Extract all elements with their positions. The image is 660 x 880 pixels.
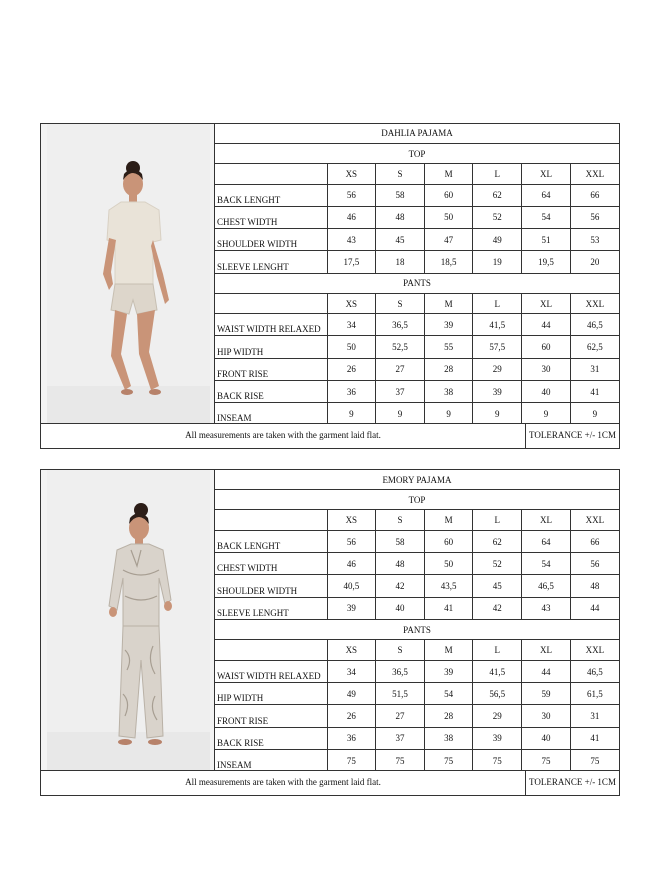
- size-chart-dahlia: [40, 123, 620, 449]
- measurement-value: 9: [327, 403, 376, 424]
- measurement-value: 41: [570, 727, 619, 749]
- measurement-value: 46,5: [570, 314, 619, 336]
- size-header-row: [215, 164, 619, 184]
- measurement-value: 18: [376, 251, 425, 273]
- table-row: [215, 530, 619, 552]
- measurement-value: 9: [424, 403, 473, 424]
- measurement-label: CHEST WIDTH: [215, 206, 327, 228]
- measurement-value: 62,5: [570, 336, 619, 358]
- table-row: [215, 750, 619, 772]
- measurement-value: 49: [327, 683, 376, 705]
- size-header: XL: [522, 640, 571, 660]
- measurement-value: 54: [522, 553, 571, 575]
- measurement-value: 75: [424, 750, 473, 772]
- measurement-label: INSEAM: [215, 750, 327, 772]
- measurement-value: 39: [473, 727, 522, 749]
- measurement-value: 43: [522, 597, 571, 619]
- measurement-value: 31: [570, 705, 619, 727]
- measurement-label: SHOULDER WIDTH: [215, 575, 327, 597]
- measurement-value: 36: [327, 380, 376, 402]
- measurement-value: 62: [473, 530, 522, 552]
- measurement-value: 38: [424, 380, 473, 402]
- measurement-value: 75: [473, 750, 522, 772]
- size-header-row: [215, 510, 619, 530]
- measurement-value: 50: [327, 336, 376, 358]
- tolerance-label: TOLERANCE +/- 1CM: [525, 771, 619, 795]
- table-row: [215, 553, 619, 575]
- size-header: M: [424, 293, 473, 313]
- measurement-value: 58: [376, 184, 425, 206]
- table-row: [215, 251, 619, 273]
- measurement-value: 39: [327, 597, 376, 619]
- measurement-label: WAIST WIDTH RELAXED: [215, 660, 327, 682]
- size-header: S: [376, 293, 425, 313]
- size-header-row: [215, 640, 619, 660]
- measurement-value: 46: [327, 206, 376, 228]
- size-chart-emory: [40, 469, 620, 796]
- measurement-value: 29: [473, 705, 522, 727]
- measurement-value: 52: [473, 206, 522, 228]
- measurement-value: 58: [376, 530, 425, 552]
- measurement-note: All measurements are taken with the garment laid flat.: [185, 430, 381, 440]
- measurement-value: 44: [570, 597, 619, 619]
- measurement-value: 41: [570, 380, 619, 402]
- size-header: XL: [522, 293, 571, 313]
- measurement-value: 28: [424, 358, 473, 380]
- measurement-value: 9: [522, 403, 571, 424]
- size-header: XXL: [570, 640, 619, 660]
- measurement-value: 26: [327, 358, 376, 380]
- product-photo-dahlia: [41, 124, 215, 424]
- size-header: L: [473, 293, 522, 313]
- measurement-value: 45: [376, 229, 425, 251]
- measurement-value: 40: [522, 727, 571, 749]
- measurement-value: 18,5: [424, 251, 473, 273]
- measurement-value: 50: [424, 206, 473, 228]
- size-header: S: [376, 164, 425, 184]
- measurement-value: 75: [376, 750, 425, 772]
- measurement-value: 54: [522, 206, 571, 228]
- size-header: XL: [522, 510, 571, 530]
- measurement-value: 42: [376, 575, 425, 597]
- size-header: XXL: [570, 293, 619, 313]
- size-header: M: [424, 164, 473, 184]
- section-label-top: TOP: [215, 490, 619, 510]
- measurement-value: 38: [424, 727, 473, 749]
- measurement-value: 37: [376, 727, 425, 749]
- table-row: [215, 660, 619, 682]
- size-header: L: [473, 510, 522, 530]
- chart-footer: [41, 423, 619, 448]
- size-header: XXL: [570, 164, 619, 184]
- measurement-value: 42: [473, 597, 522, 619]
- measurement-value: 59: [522, 683, 571, 705]
- header-blank: [215, 640, 327, 660]
- measurement-label: SHOULDER WIDTH: [215, 229, 327, 251]
- measurement-value: 57,5: [473, 336, 522, 358]
- measurement-value: 30: [522, 705, 571, 727]
- product-title: DAHLIA PAJAMA: [215, 124, 619, 143]
- measurement-value: 40: [522, 380, 571, 402]
- size-header: M: [424, 640, 473, 660]
- measurement-table-dahlia: [215, 124, 619, 424]
- model-image-dahlia: [41, 124, 214, 424]
- table-row: [215, 403, 619, 424]
- header-blank: [215, 293, 327, 313]
- measurement-value: 31: [570, 358, 619, 380]
- product-title: EMORY PAJAMA: [215, 470, 619, 490]
- measurement-value: 9: [473, 403, 522, 424]
- measurement-value: 48: [376, 206, 425, 228]
- measurement-label: SLEEVE LENGHT: [215, 251, 327, 273]
- size-header: L: [473, 640, 522, 660]
- measurement-value: 39: [424, 660, 473, 682]
- section-label-top: TOP: [215, 143, 619, 163]
- table-row: [215, 705, 619, 727]
- measurement-label: CHEST WIDTH: [215, 553, 327, 575]
- measurement-label: HIP WIDTH: [215, 683, 327, 705]
- size-header: L: [473, 164, 522, 184]
- measurement-value: 9: [570, 403, 619, 424]
- table-row: [215, 184, 619, 206]
- measurement-value: 60: [522, 336, 571, 358]
- section-label-pants: PANTS: [215, 620, 619, 640]
- measurement-value: 66: [570, 184, 619, 206]
- measurement-value: 36,5: [376, 314, 425, 336]
- measurement-value: 60: [424, 530, 473, 552]
- measurement-value: 75: [522, 750, 571, 772]
- measurement-value: 34: [327, 660, 376, 682]
- table-row: [215, 683, 619, 705]
- measurement-label: FRONT RISE: [215, 705, 327, 727]
- measurement-value: 45: [473, 575, 522, 597]
- size-header: S: [376, 640, 425, 660]
- measurement-value: 9: [376, 403, 425, 424]
- measurement-value: 40: [376, 597, 425, 619]
- size-header: XXL: [570, 510, 619, 530]
- measurement-value: 64: [522, 530, 571, 552]
- measurement-label: BACK LENGHT: [215, 184, 327, 206]
- measurement-value: 60: [424, 184, 473, 206]
- measurement-value: 37: [376, 380, 425, 402]
- table-row: [215, 727, 619, 749]
- measurement-label: WAIST WIDTH RELAXED: [215, 314, 327, 336]
- table-row: [215, 229, 619, 251]
- measurement-value: 66: [570, 530, 619, 552]
- measurement-value: 43: [327, 229, 376, 251]
- measurement-value: 56,5: [473, 683, 522, 705]
- measurement-value: 48: [376, 553, 425, 575]
- measurement-label: FRONT RISE: [215, 358, 327, 380]
- measurement-value: 26: [327, 705, 376, 727]
- table-row: [215, 575, 619, 597]
- table-row: [215, 206, 619, 228]
- measurement-value: 53: [570, 229, 619, 251]
- measurement-label: BACK RISE: [215, 380, 327, 402]
- measurement-value: 64: [522, 184, 571, 206]
- measurement-label: BACK RISE: [215, 727, 327, 749]
- size-header: M: [424, 510, 473, 530]
- measurement-value: 39: [473, 380, 522, 402]
- measurement-value: 17,5: [327, 251, 376, 273]
- measurement-value: 34: [327, 314, 376, 336]
- measurement-note: All measurements are taken with the garment laid flat.: [185, 777, 381, 787]
- measurement-value: 52: [473, 553, 522, 575]
- measurement-value: 51,5: [376, 683, 425, 705]
- size-header: XS: [327, 164, 376, 184]
- measurement-value: 41: [424, 597, 473, 619]
- measurement-value: 52,5: [376, 336, 425, 358]
- measurement-value: 44: [522, 660, 571, 682]
- table-row: [215, 336, 619, 358]
- tolerance-label: TOLERANCE +/- 1CM: [525, 424, 619, 448]
- measurement-value: 54: [424, 683, 473, 705]
- measurement-value: 56: [570, 206, 619, 228]
- size-header: XS: [327, 293, 376, 313]
- product-photo-emory: [41, 470, 215, 771]
- measurement-value: 30: [522, 358, 571, 380]
- measurement-value: 27: [376, 705, 425, 727]
- header-blank: [215, 164, 327, 184]
- measurement-value: 75: [327, 750, 376, 772]
- table-row: [215, 314, 619, 336]
- model-image-emory: [41, 470, 214, 771]
- measurement-value: 75: [570, 750, 619, 772]
- measurement-table-emory: [215, 470, 619, 771]
- measurement-value: 56: [570, 553, 619, 575]
- size-header: S: [376, 510, 425, 530]
- measurement-value: 50: [424, 553, 473, 575]
- size-header: XS: [327, 640, 376, 660]
- measurement-value: 19,5: [522, 251, 571, 273]
- measurement-value: 56: [327, 530, 376, 552]
- measurement-value: 43,5: [424, 575, 473, 597]
- table-row: [215, 597, 619, 619]
- measurement-value: 44: [522, 314, 571, 336]
- measurement-value: 20: [570, 251, 619, 273]
- measurement-value: 49: [473, 229, 522, 251]
- measurement-value: 62: [473, 184, 522, 206]
- size-header: XL: [522, 164, 571, 184]
- measurement-label: SLEEVE LENGHT: [215, 597, 327, 619]
- measurement-value: 46,5: [570, 660, 619, 682]
- measurement-value: 40,5: [327, 575, 376, 597]
- measurement-value: 61,5: [570, 683, 619, 705]
- measurement-value: 36,5: [376, 660, 425, 682]
- measurement-label: BACK LENGHT: [215, 530, 327, 552]
- measurement-value: 29: [473, 358, 522, 380]
- header-blank: [215, 510, 327, 530]
- section-label-pants: PANTS: [215, 273, 619, 293]
- size-header: XS: [327, 510, 376, 530]
- measurement-label: INSEAM: [215, 403, 327, 424]
- chart-footer: [41, 770, 619, 795]
- measurement-label: HIP WIDTH: [215, 336, 327, 358]
- table-row: [215, 358, 619, 380]
- measurement-value: 28: [424, 705, 473, 727]
- measurement-value: 51: [522, 229, 571, 251]
- measurement-value: 19: [473, 251, 522, 273]
- measurement-value: 47: [424, 229, 473, 251]
- measurement-value: 56: [327, 184, 376, 206]
- measurement-value: 39: [424, 314, 473, 336]
- measurement-value: 55: [424, 336, 473, 358]
- measurement-value: 36: [327, 727, 376, 749]
- measurement-value: 46: [327, 553, 376, 575]
- measurement-value: 41,5: [473, 314, 522, 336]
- measurement-value: 27: [376, 358, 425, 380]
- size-header-row: [215, 293, 619, 313]
- measurement-value: 48: [570, 575, 619, 597]
- table-row: [215, 380, 619, 402]
- measurement-value: 41,5: [473, 660, 522, 682]
- measurement-value: 46,5: [522, 575, 571, 597]
